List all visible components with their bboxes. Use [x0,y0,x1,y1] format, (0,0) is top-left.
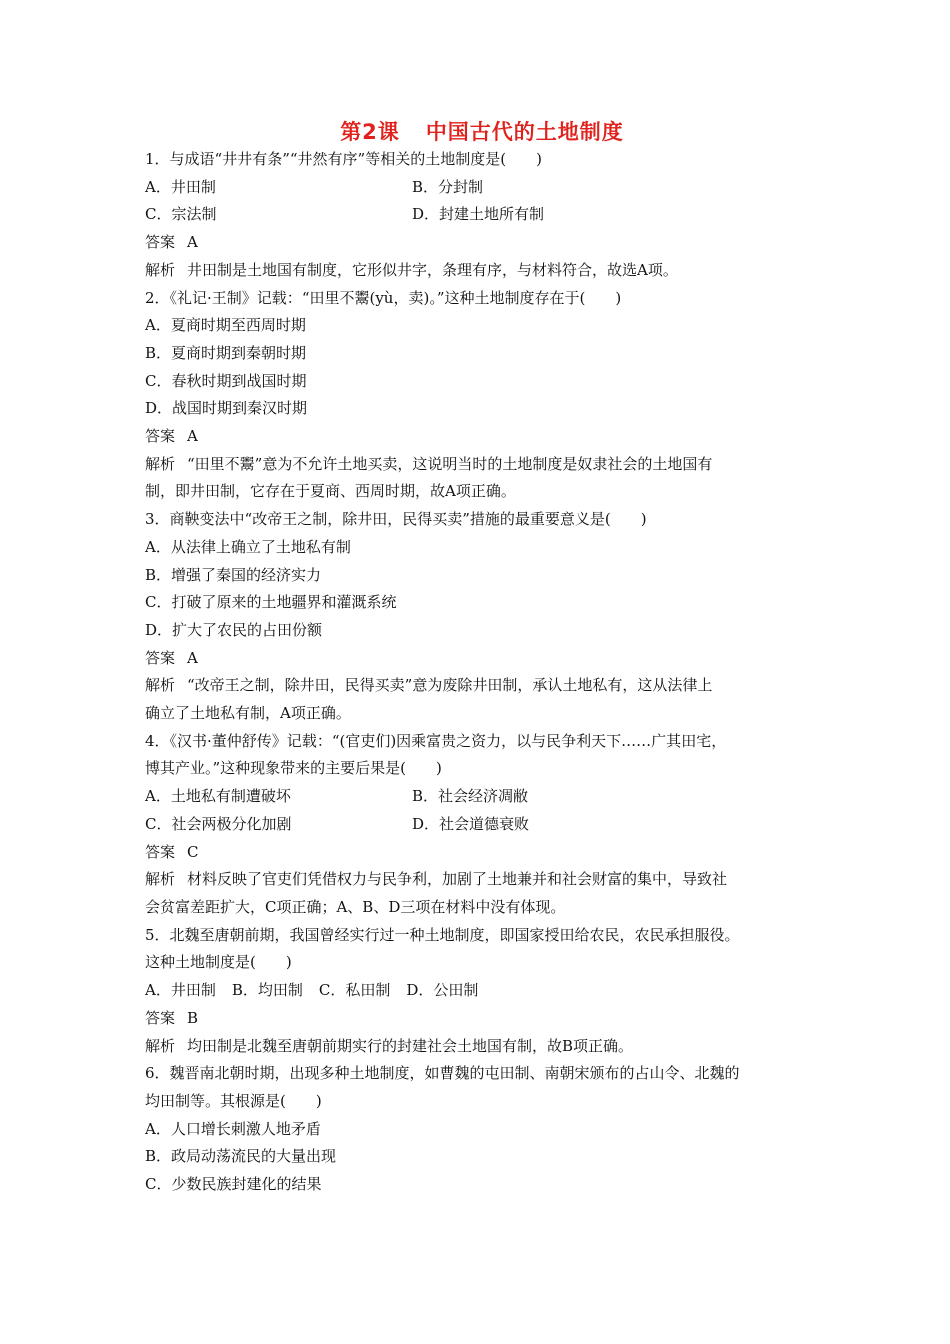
analysis-text: 材料反映了官吏们凭借权力与民争利，加剧了土地兼并和社会财富的集中，导致社 [187,870,728,889]
answer-line [145,645,813,673]
option-d: D．公田制 [406,981,479,1000]
option-c: C．私田制 [318,981,391,1000]
option-d: D．战国时期到秦汉时期 [145,399,308,418]
option-d: D．封建土地所有制 [412,205,545,224]
analysis-continuation: 会贫富差距扩大，C项正确；A、B、D三项在材料中没有体现。 [145,897,566,916]
option-c: C．宗法制 [145,205,217,224]
question-2 [145,285,813,507]
answer-value: B [187,1008,199,1027]
question-5 [145,922,813,1061]
option-b: B．政局动荡流民的大量出现 [145,1147,337,1166]
analysis-line [145,1033,813,1061]
analysis-label: 解析 [145,870,176,889]
answer-label: 答案 [145,842,176,861]
question-stem: 3．商鞅变法中“改帝王之制，除井田，民得买卖”措施的最重要意义是( ) [145,510,647,529]
option-row [145,977,813,1005]
analysis-line [145,866,813,894]
option-a: A．井田制 [145,177,216,196]
analysis-continuation: 确立了土地私有制，A项正确。 [145,704,351,723]
question-stem-continuation: 博其产业。”这种现象带来的主要后果是( ) [145,759,442,778]
answer-line [145,839,813,867]
document-page [145,118,813,1199]
analysis-line [145,257,813,285]
question-6 [145,1060,813,1199]
question-4 [145,728,813,922]
answer-label: 答案 [145,1008,176,1027]
question-stem: 5．北魏至唐朝前期，我国曾经实行过一种土地制度，即国家授田给农民，农民承担服役。 [145,925,740,944]
option-row [145,174,813,202]
question-1 [145,146,813,285]
analysis-line [145,672,813,700]
option-b: B．均田制 [231,981,303,1000]
answer-value: A [187,648,198,667]
option-d: D．扩大了农民的占田份额 [145,620,323,639]
answer-line [145,229,813,257]
question-stem-continuation: 这种土地制度是( ) [145,953,292,972]
answer-label: 答案 [145,648,176,667]
option-c: C．少数民族封建化的结果 [145,1175,322,1194]
question-stem-continuation: 均田制等。其根源是( ) [145,1091,322,1110]
option-a: A．从法律上确立了土地私有制 [145,537,351,556]
option-b: B．社会经济凋敝 [412,787,529,806]
option-b: B．分封制 [412,177,484,196]
option-a: A．人口增长刺激人地矛盾 [145,1119,321,1138]
answer-value: A [187,233,198,252]
analysis-label: 解析 [145,676,176,695]
option-row [145,811,813,839]
analysis-text: “改帝王之制，除井田，民得买卖”意为废除井田制，承认土地私有，这从法律上 [187,676,713,695]
option-c: C．打破了原来的土地疆界和灌溉系统 [145,593,397,612]
analysis-text: 均田制是北魏至唐朝前期实行的封建社会土地国有制，故B项正确。 [187,1036,634,1055]
analysis-text: 井田制是土地国有制度，它形似井字，条理有序，与材料符合，故选A项。 [187,260,678,279]
option-row [145,201,813,229]
option-a: A．土地私有制遭破坏 [145,787,291,806]
question-3 [145,506,813,728]
option-row [145,783,813,811]
option-d: D．社会道德衰败 [412,814,530,833]
question-stem: 1．与成语“井井有条”“井然有序”等相关的土地制度是( ) [145,150,542,168]
question-stem: 4．《汉书·董仲舒传》记载：“(官吏们)因乘富贵之资力，以与民争利天下……广其田宅， [145,731,727,750]
analysis-label: 解析 [145,454,176,473]
analysis-label: 解析 [145,1036,176,1055]
lesson-number: 第2课 [340,120,400,144]
question-stem: 6．魏晋南北朝时期，出现多种土地制度，如曹魏的屯田制、南朝宋颁布的占山令、北魏的 [145,1064,740,1083]
option-a: A．夏商时期至西周时期 [145,316,306,335]
analysis-text: “田里不鬻”意为不允许土地买卖，这说明当时的土地制度是奴隶社会的土地国有 [187,454,713,473]
option-a: A．井田制 [145,981,216,1000]
answer-line [145,423,813,451]
answer-value: A [187,427,198,446]
answer-line [145,1005,813,1033]
option-b: B．夏商时期到秦朝时期 [145,343,307,362]
option-c: C．春秋时期到战国时期 [145,371,307,390]
answer-label: 答案 [145,233,176,252]
page-title [145,118,813,146]
analysis-line [145,451,813,479]
answer-label: 答案 [145,427,176,446]
analysis-label: 解析 [145,260,176,279]
option-c: C．社会两极分化加剧 [145,814,292,833]
analysis-continuation: 制，即井田制，它存在于夏商、西周时期，故A项正确。 [145,482,516,501]
lesson-title: 中国古代的土地制度 [425,120,624,144]
option-b: B．增强了秦国的经济实力 [145,565,322,584]
question-stem: 2．《礼记·王制》记载：“田里不鬻(yù，卖)。”这种土地制度存在于( ) [145,288,622,307]
answer-value: C [187,842,199,861]
